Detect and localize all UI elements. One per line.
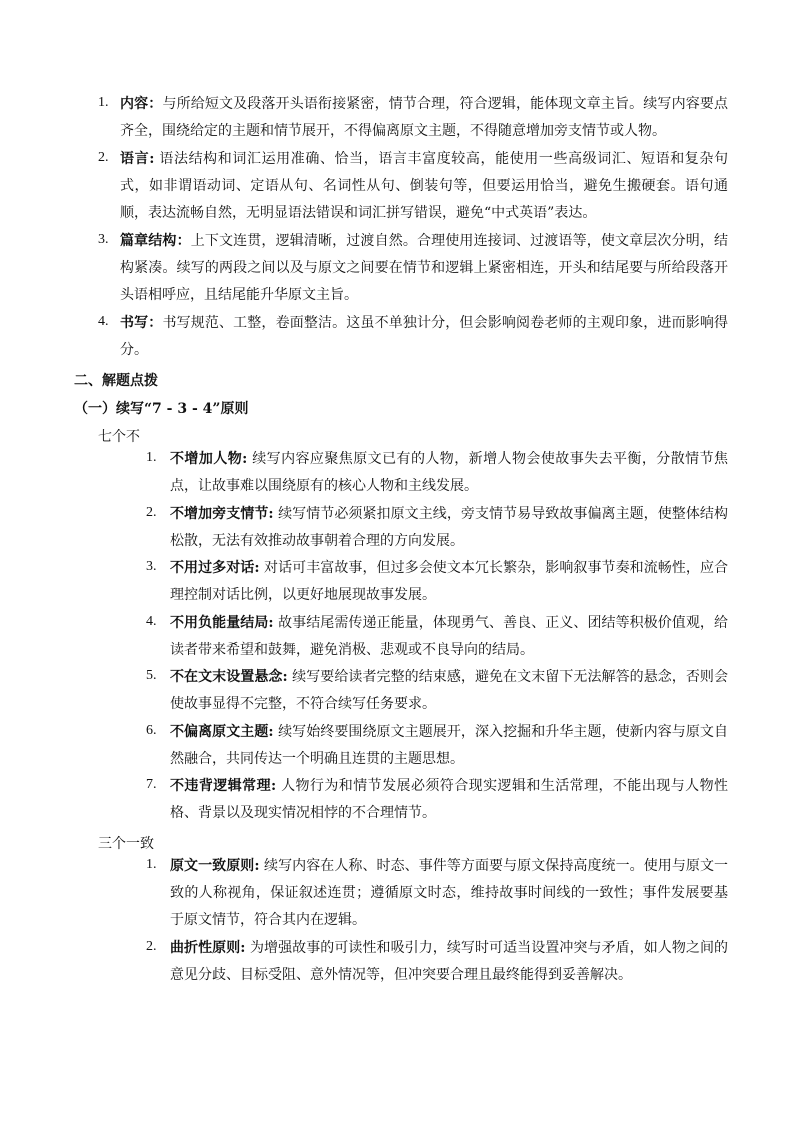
section-heading: 二、解题点拨 — [74, 373, 158, 389]
item-number: 2. — [146, 939, 157, 954]
item-title: 原文一致原则: — [170, 858, 260, 874]
requirement-item — [98, 310, 728, 364]
item-body: 为增强故事的可读性和吸引力，续写时可适当设置冲突与矛盾，如人物之间的意见分歧、目标受阻、意外情况等，但冲突要合理且最终能得到妥善解决。 — [170, 940, 729, 983]
item-body: 上下文连贯，逻辑清晰，过渡自然。合理使用连接词、过渡语等，使文章层次分明，结构紧凑。续写的两段之间以及与原文之间要在情节和逻辑上紧密相连，开头和结尾要与所给段落开头语相呼应，且结尾能升华原文主旨。 — [120, 233, 729, 303]
item-title: 篇章结构： — [120, 233, 191, 249]
item-number: 3. — [98, 232, 109, 247]
item-body: 故事结尾需传递正能量，体现勇气、善良、正义、团结等积极价值观，给读者带来希望和鼓舞，避免消极、悲观或不良导向的结局。 — [170, 615, 728, 658]
item-title: 不增加旁支情节: — [170, 506, 274, 522]
item-title: 不用负能量结局: — [170, 615, 274, 631]
item-title: 曲折性原则: — [170, 940, 246, 956]
rule-item — [146, 555, 728, 609]
requirement-item — [98, 91, 728, 145]
item-number: 2. — [146, 505, 157, 520]
rule-item — [146, 719, 728, 773]
item-body: 书写规范、工整，卷面整洁。这虽不单独计分，但会影响阅卷老师的主观印象，进而影响得分。 — [120, 315, 729, 358]
item-body: 对话可丰富故事，但过多会使文本冗长繁杂，影响叙事节奏和流畅性，应合理控制对话比例，以更好地展现故事发展。 — [170, 560, 729, 603]
rule-item — [146, 446, 728, 500]
item-number: 1. — [146, 450, 157, 465]
item-body: 语法结构和词汇运用准确、恰当，语言丰富度较高，能使用一些高级词汇、短语和复杂句式，如非谓语动词、定语从句、名词性从句、倒装句等，但要运用恰当，避免生搬硬套。语句通顺，表达流畅自然，无明显语法错误和词汇拼写错误，避免“中式英语”表达。 — [120, 151, 728, 221]
rule-item — [146, 501, 728, 555]
item-title: 不增加人物: — [170, 451, 248, 467]
item-number: 1. — [146, 857, 157, 872]
group-title-three: 三个一致 — [98, 836, 154, 852]
item-body: 人物行为和情节发展必须符合现实逻辑和生活常理，不能出现与人物性格、背景以及现实情况相悖的不合理情节。 — [170, 778, 728, 821]
requirement-item — [98, 228, 728, 309]
item-body: 续写始终要围绕原文主题展开，深入挖掘和升华主题，使新内容与原文自然融合，共同传达一个明确且连贯的主题思想。 — [170, 724, 728, 767]
item-number: 4. — [98, 314, 109, 329]
item-number: 1. — [98, 95, 109, 110]
item-body: 续写内容在人称、时态、事件等方面要与原文保持高度统一。使用与原文一致的人称视角，保证叙述连贯；遵循原文时态，维持故事时间线的一致性；事件发展要基于原文情节，符合其内在逻辑。 — [170, 858, 729, 928]
item-title: 不在文末设置悬念: — [170, 669, 288, 685]
item-title: 内容： — [120, 96, 163, 112]
item-number: 3. — [146, 559, 157, 574]
group-title-seven: 七个不 — [98, 429, 140, 445]
item-number: 7. — [146, 777, 157, 792]
item-number: 2. — [98, 150, 109, 165]
item-title: 语言: — [120, 151, 155, 167]
rule-item — [146, 935, 728, 989]
rule-item — [146, 853, 728, 934]
item-title: 不偏离原文主题: — [170, 724, 274, 740]
requirement-item — [98, 146, 728, 227]
rule-item — [146, 610, 728, 664]
item-title: 书写： — [120, 315, 163, 331]
rule-item — [146, 773, 728, 827]
item-number: 4. — [146, 614, 157, 629]
item-body: 续写内容应聚焦原文已有的人物，新增人物会使故事失去平衡，分散情节焦点，让故事难以围绕原有的核心人物和主线发展。 — [170, 451, 728, 494]
item-number: 6. — [146, 723, 157, 738]
rule-item — [146, 664, 728, 718]
item-body: 续写情节必须紧扣原文主线，旁支情节易导致故事偏离主题，使整体结构松散，无法有效推动故事朝着合理的方向发展。 — [170, 506, 728, 549]
item-title: 不违背逻辑常理: — [170, 778, 277, 794]
subsection-heading: （一）续写“7 - 3 - 4”原则 — [74, 401, 249, 417]
item-body: 与所给短文及段落开头语衔接紧密，情节合理，符合逻辑，能体现文章主旨。续写内容要点齐全，围绕给定的主题和情节展开，不得偏离原文主题，不得随意增加旁支情节或人物。 — [120, 96, 729, 139]
item-title: 不用过多对话: — [170, 560, 260, 576]
item-body: 续写要给读者完整的结束感，避免在文末留下无法解答的悬念，否则会使故事显得不完整，不符合续写任务要求。 — [170, 669, 728, 712]
item-number: 5. — [146, 668, 157, 683]
